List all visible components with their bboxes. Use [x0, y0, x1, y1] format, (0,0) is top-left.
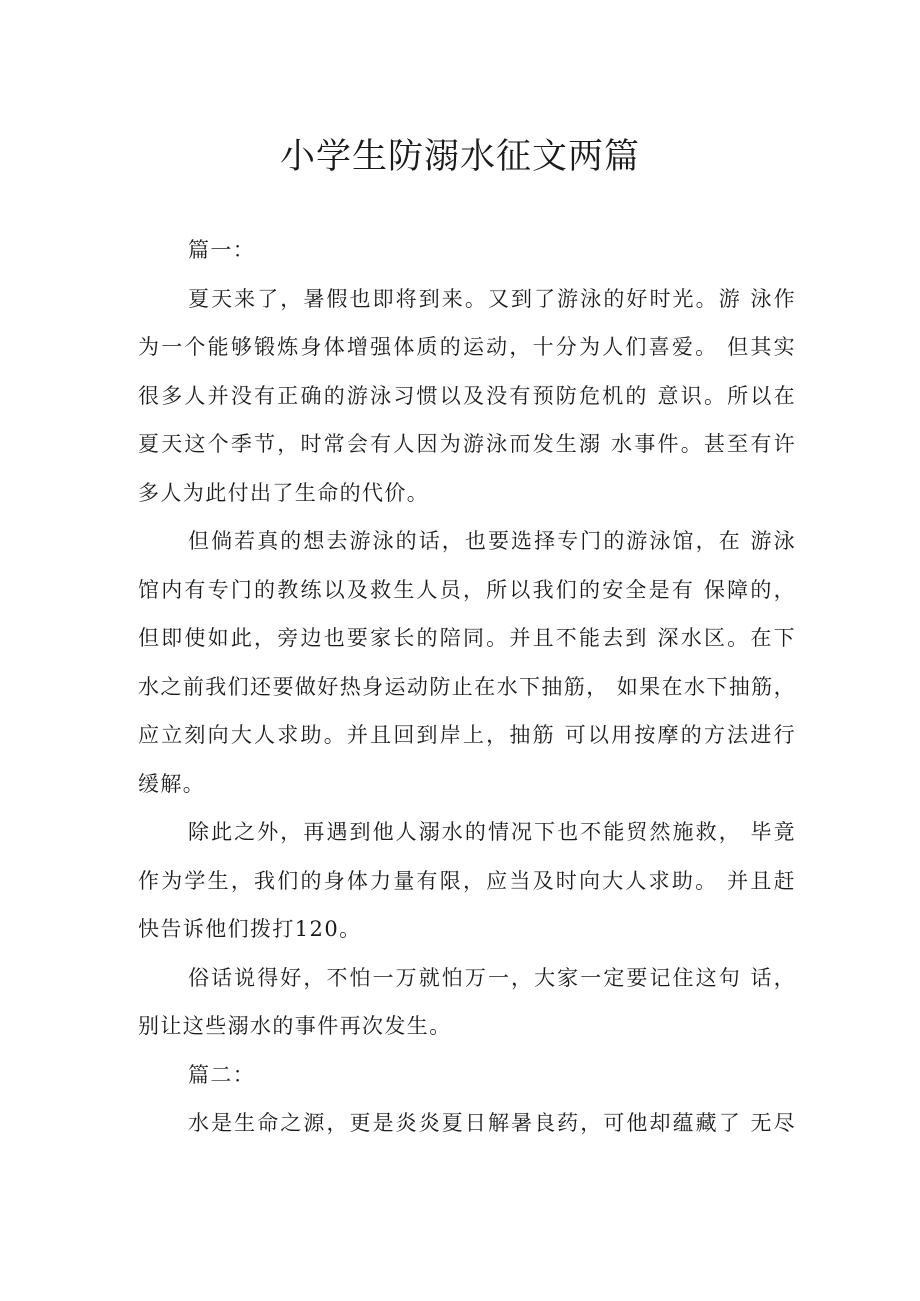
text-line: 水之前我们还要做好热身运动防止在水下抽筋， 如果在水下抽筋， — [138, 674, 796, 699]
text-line: 篇一： — [188, 238, 256, 262]
paragraph — [138, 275, 796, 518]
section-heading-two — [138, 1051, 796, 1100]
paragraph — [138, 1099, 796, 1148]
text-line: 为一个能够锻炼身体增强体质的运动，十分为人们喜爱。 但其实 — [138, 335, 796, 359]
paragraph — [138, 808, 796, 954]
text-line: 快告诉他们拨打120。 — [138, 917, 362, 941]
text-line: 作为学生，我们的身体力量有限，应当及时向大人求助。 并且赶 — [138, 868, 796, 893]
text-line: 馆内有专门的教练以及救生人员，所以我们的安全是有 保障的， — [138, 577, 796, 602]
text-line: 应立刻向大人求助。并且回到岸上，抽筋 可以用按摩的方法进行 — [138, 723, 796, 747]
text-line: 夏天来了，暑假也即将到来。又到了游泳的好时光。游 泳作 — [188, 286, 796, 311]
text-line: 缓解。 — [138, 771, 206, 796]
text-line: 水是生命之源，更是炎炎夏日解暑良药，可他却蕴藏了 无尽 — [188, 1111, 796, 1135]
paragraph — [138, 954, 796, 1051]
text-line: 多人为此付出了生命的代价。 — [138, 480, 430, 505]
document-body — [138, 226, 796, 1148]
text-line: 夏天这个季节，时常会有人因为游泳而发生溺 水事件。甚至有许 — [138, 432, 796, 456]
text-line: 俗话说得好，不怕一万就怕万一，大家一定要记住这句 话， — [188, 965, 796, 990]
document-title: 小学生防溺水征文两篇 — [279, 137, 640, 177]
text-line: 但即使如此，旁边也要家长的陪同。并且不能去到 深水区。在下 — [138, 626, 796, 650]
text-line: 除此之外，再遇到他人溺水的情况下也不能贸然施救， 毕竟 — [188, 820, 796, 844]
paragraph — [138, 517, 796, 808]
text-line: 很多人并没有正确的游泳习惯以及没有预防危机的 意识。所以在 — [138, 383, 796, 408]
text-line: 别让这些溺水的事件再次发生。 — [138, 1014, 452, 1038]
section-heading-one — [138, 226, 796, 275]
text-line: 但倘若真的想去游泳的话，也要选择专门的游泳馆，在 游泳 — [188, 529, 796, 553]
text-line: 篇二： — [188, 1062, 256, 1087]
